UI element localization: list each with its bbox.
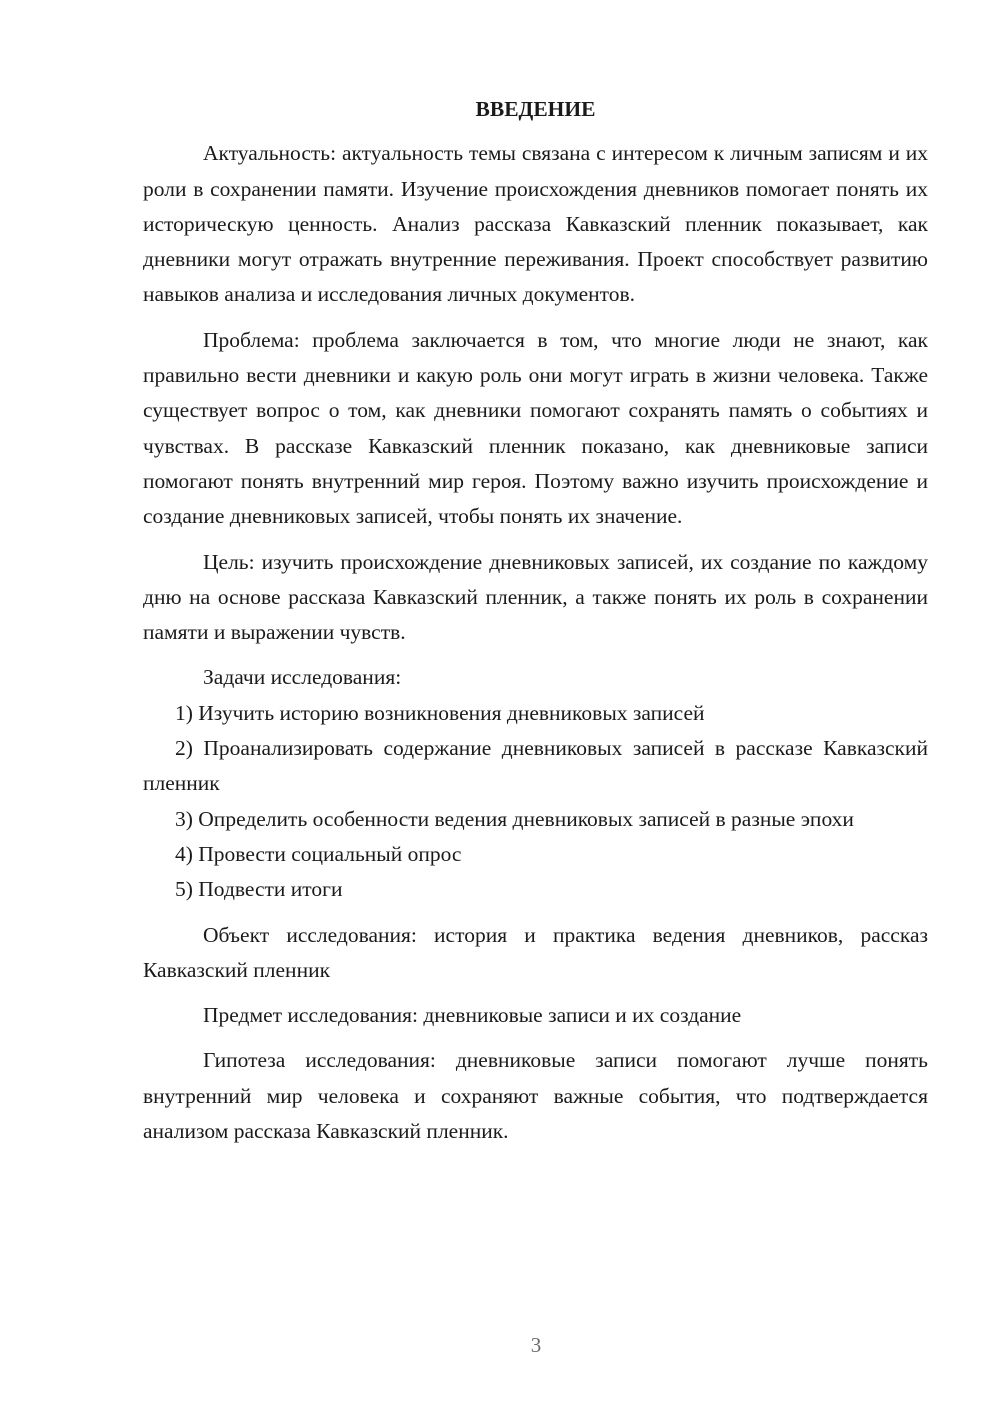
tasks-list: [143, 696, 928, 908]
paragraph-tasks-intro: Задачи исследования:: [203, 665, 402, 690]
paragraph-object: Объект исследования: история и практика ведения дневников, рассказ Кавказский пленник: [143, 922, 928, 982]
page-content: [143, 92, 928, 1149]
section-title: ВВЕДЕНИЕ: [475, 97, 596, 121]
paragraph-problem: Проблема: проблема заключается в том, что многие люди не знают, как правильно вести дневники и какую роль они могут играть в жизни человека. Также существует вопрос о том, как дневники помогают сохранять память о событиях и чувствах. В рассказе Кавказский пленник показано, как дневниковые записи помогают понять внутренний мир героя. Поэтому важно изучить происхождение и создание дневниковых записей, чтобы понять их значение.: [143, 327, 928, 529]
task-item-1: 1) Изучить историю возникновения дневниковых записей: [175, 700, 705, 725]
task-item-3: 3) Определить особенности ведения дневниковых записей в разные эпохи: [175, 806, 854, 831]
task-item-2: 2) Проанализировать содержание дневниковых записей в рассказе Кавказский пленник: [143, 736, 928, 796]
task-item-4: 4) Провести социальный опрос: [175, 841, 462, 866]
page-number: 3: [530, 1333, 542, 1357]
paragraph-subject: Предмет исследования: дневниковые записи и их создание: [203, 1003, 742, 1028]
paragraph-hypothesis: Гипотеза исследования: дневниковые записи помогают лучше понять внутренний мир человека и сохраняют важные события, что подтверждается анализом рассказа Кавказский пленник.: [143, 1048, 928, 1144]
paragraph-relevance: Актуальность: актуальность темы связана с интересом к личным записям и их роли в сохранении памяти. Изучение происхождения дневников помогает понять их историческую ценность. Анализ рассказа Кавказский пленник показывает, как дневники могут отражать внутренние переживания. Проект способствует развитию навыков анализа и исследования личных документов.: [143, 141, 928, 307]
paragraph-goal: Цель: изучить происхождение дневниковых записей, их создание по каждому дню на основе рассказа Кавказский пленник, а также понять их роль в сохранении памяти и выражении чувств.: [143, 549, 928, 645]
task-item-5: 5) Подвести итоги: [175, 877, 343, 902]
